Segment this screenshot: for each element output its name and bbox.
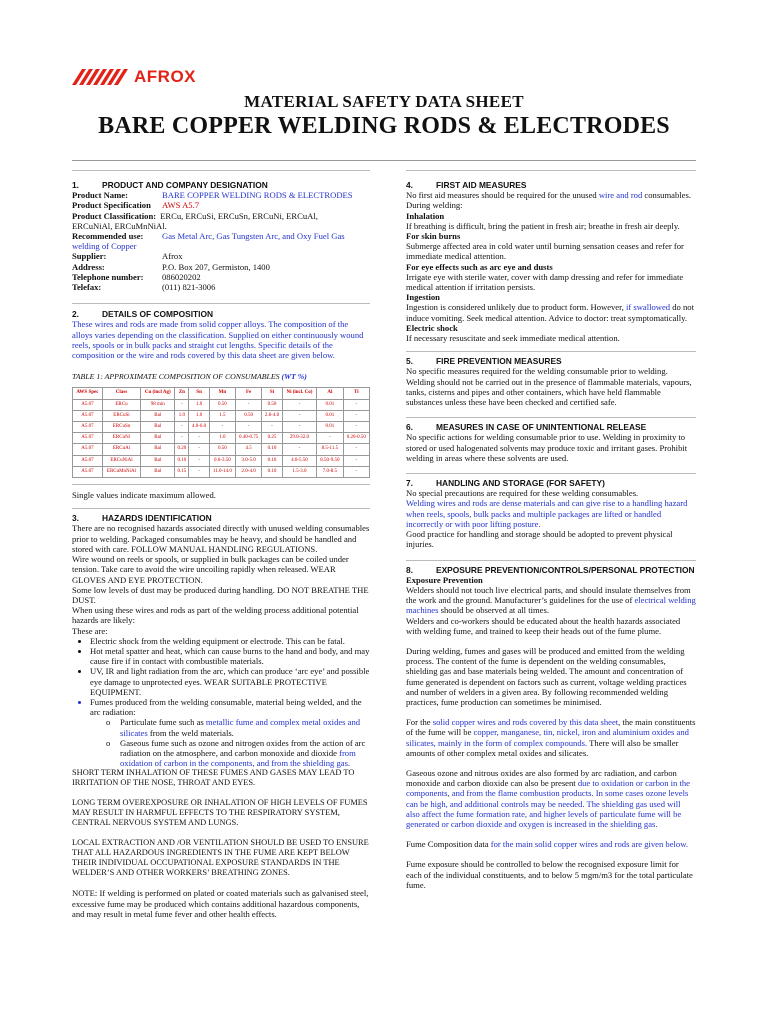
table-cell: 2.8-4.0 [262, 410, 282, 421]
table-cell: 8.50-9.50 [317, 455, 343, 466]
list-item: • Electric shock from the welding equipment or electrode. This can be fatal. [90, 636, 370, 646]
table-row [73, 455, 370, 466]
table-header-cell: AWS Spec [73, 388, 103, 399]
hazard-list [72, 636, 370, 769]
table-cell: - [343, 444, 369, 455]
table-cell: 0.10 [262, 466, 282, 477]
product-title: BARE COPPER WELDING RODS & ELECTRODES [98, 113, 670, 139]
table-cell: 0.50 [209, 399, 235, 410]
table-header-cell: Zn [175, 388, 189, 399]
table-cell: - [343, 455, 369, 466]
table-cell: 4.5 [235, 444, 261, 455]
table-cell: 0.20-0.50 [343, 433, 369, 444]
table-cell: - [175, 422, 189, 433]
table-cell: ERCuAl [102, 444, 140, 455]
table-header-cell: Sn [189, 388, 209, 399]
table-header-cell: Cu (incl Ag) [141, 388, 175, 399]
table-cell: Bal [141, 455, 175, 466]
table-header-cell: Fe [235, 388, 261, 399]
section-8-heading: 8. EXPOSURE PREVENTION/CONTROLS/PERSONAL PROTECTION [406, 564, 695, 575]
table-cell: 0.01 [317, 422, 343, 433]
table-cell: 29.0-32.0 [282, 433, 316, 444]
section-7-heading: 7. HANDLING AND STORAGE (FOR SAFETY) [406, 478, 605, 489]
table-cell: Bal [141, 444, 175, 455]
table-cell: - [189, 433, 209, 444]
recommended-use: Gas Metal Arc, Gas Tungsten Arc, and Oxy Fuel Gas [162, 231, 345, 242]
table-cell: A5.07 [73, 466, 103, 477]
table-cell: - [175, 399, 189, 410]
table-cell: - [317, 433, 343, 444]
table-row [73, 422, 370, 433]
telephone: 086020202 [162, 271, 201, 282]
telefax: (011) 821-3006 [162, 282, 216, 293]
table-cell: 1.0 [175, 410, 189, 421]
list-item: • Fumes produced from the welding consumable, material being welded, and the arc radiation: o Particulate fume such as metallic fume and complex metal oxides and silicates from the weld materials. o Gaseous fume such as ozone and nitrogen oxides from the action of arc radiation on the atmosphere, and carbon monoxide and dioxide from oxidation of carbon in the components, and from the shielding gas. [90, 697, 370, 768]
table-cell: Bal [141, 410, 175, 421]
table-row [73, 444, 370, 455]
header-divider [72, 160, 696, 161]
table-cell: A5.07 [73, 410, 103, 421]
table-cell: A5.07 [73, 422, 103, 433]
table-cell: Bal [141, 433, 175, 444]
table-row [73, 433, 370, 444]
table-cell: - [175, 433, 189, 444]
table-cell: 0.10 [262, 455, 282, 466]
table-cell: - [262, 422, 282, 433]
table-cell: ERCuSn [102, 422, 140, 433]
address: P.O. Box 207, Germiston, 1400 [162, 261, 270, 272]
table-cell: A5.07 [73, 399, 103, 410]
table-cell: 2.0-4.0 [235, 466, 261, 477]
table-cell: - [282, 444, 316, 455]
list-item: o Particulate fume such as metallic fume and complex metal oxides and silicates from the weld materials. [106, 717, 370, 737]
table-cell: 1.5-3.0 [282, 466, 316, 477]
table-cell: 0.25 [262, 433, 282, 444]
product-name: BARE COPPER WELDING RODS & ELECTRODES [162, 190, 353, 201]
product-spec: AWS A5.7 [162, 200, 200, 211]
table-cell: 1.0 [189, 399, 209, 410]
section-3-heading: 3. HAZARDS IDENTIFICATION [72, 513, 212, 524]
section-2-heading: 2. DETAILS OF COMPOSITION [72, 309, 214, 320]
table-cell: - [189, 466, 209, 477]
table-cell: 0.50 [209, 444, 235, 455]
table-cell: 3.0-5.0 [235, 455, 261, 466]
table-note: Single values indicate maximum allowed. [72, 490, 216, 501]
table-cell: - [235, 399, 261, 410]
table-cell: 0.10 [175, 455, 189, 466]
table-cell: 1.0 [189, 410, 209, 421]
supplier: Afrox [162, 251, 183, 262]
afrox-stripes-icon [72, 69, 130, 85]
table-caption: TABLE 1: APPROXIMATE COMPOSITION OF CONSUMABLES (WT %) [72, 372, 307, 382]
table-cell: Bal [141, 422, 175, 433]
table-cell: ERCuNiAl [102, 455, 140, 466]
afrox-logo [72, 66, 212, 88]
table-cell: - [343, 422, 369, 433]
table-cell: A5.07 [73, 444, 103, 455]
table-header-cell: Al [317, 388, 343, 399]
section-5-heading: 5. FIRE PREVENTION MEASURES [406, 356, 562, 367]
table-cell: - [282, 422, 316, 433]
table-cell: - [343, 399, 369, 410]
table-cell: 0.15 [175, 466, 189, 477]
table-cell: Bal [141, 466, 175, 477]
table-cell: - [282, 410, 316, 421]
table-cell: 7.0-8.5 [317, 466, 343, 477]
table-cell: 0.01 [317, 410, 343, 421]
table-cell: 1.5 [209, 410, 235, 421]
table-cell: 0.6-3.50 [209, 455, 235, 466]
table-cell: - [189, 444, 209, 455]
table-cell: - [209, 422, 235, 433]
left-column: 1. PRODUCT AND COMPANY DESIGNATION Product Name: BARE COPPER WELDING RODS & ELECTRODES Product Specification AWS A5.7 Product Classification: ERCu, ERCuSi, ERCuSn, ERCuNi, ERCuAl, ERCuNiAl, ERCuMnNiAl. Recommended use: Gas Metal Arc, Gas Tungsten Arc, and Oxy Fuel Gas welding of Copper Supplier: Afrox Address: P.O. Box 207, Germiston, 1400 Telephone number: 086020202 Telefax: (011) 821-3006 2. DETAILS OF COMPOSITION These wires and rods are made from solid copper alloys. The composition of the alloys varies depending on the classification. Supplied on either continuously wound reels, spools or in bulk packs and straight cut lengths. Specific details of the composition or the wire and rods covered by this data sheet are given below. TABLE 1: APPROXIMATE COMPOSITION OF CONSUMABLES (WT %) AWS Spec Class Cu (incl Ag) Zn Sn Mn Fe Si Ni (incl. Co) Al Ti A5.07 ERCu 98 min - 1.0 0.50 - 0.50 - 0.01 - A5.07 ERCuSi Bal 1.0 1.0 1.5 0.50 2.8-4.0 - 0.01 - A5.07 ERCuSn Bal - 4.0-6.0 - - - - 0.01 - A5.07 ERCuNi Bal - - 1.0 0.40-0.75 0.25 29.0-32.0 - 0.20-0.50 A5.07 ERCuAl Bal 0.20 - 0.50 4.5 0.10 - 8.5-11.5 - A5.07 ERCuNiAl Bal 0.10 - 0.6-3.50 3.0-5.0 0.10 4.0-5.50 8.50-9.50 - A5.07 ERCuMnNiAl Bal 0.15 - 11.0-14.0 2.0-4.0 0.10 1.5-3.0 7.0-8.5 - Single values indicate maximum allowed. 3. HAZARDS IDENTIFICATION There are no recognised hazards associated directly with unused welding consumables prior to welding. Packaged consumables may be heavy, and should be handled and stored with care. FOLLOW MANUAL HANDLING REGULATIONS. Wire wound on reels or spools, or supplied in bulk packages can be coiled under tension. Take care to avoid the wire uncoiling rapidly when released. WEAR GLOVES AND EYE PROTECTION. Some low levels of dust may be produced during handling. DO NOT BREATHE THE DUST. When using these wires and rods as part of the welding process additional potential hazards are likely: These are: • Electric shock from the welding equipment or electrode. This can be fatal. • Hot metal spatter and heat, which can cause burns to the hand and body, and may cause fire if in contact with combustible materials. • UV, IR and light radiation from the arc, which can produce ‘arc eye’ and possible eye damage to unprotected eyes. WEAR SUITABLE PROTECTIVE EQUIPMENT. • Fumes produced from the welding consumable, material being welded, and the arc radiation: o Particulate fume such as metallic fume and complex metal oxides and silicates from the weld materials. o Gaseous fume such as ozone and nitrogen oxides from the action of arc radiation on the atmosphere, and carbon monoxide and dioxide from oxidation of carbon in the components, and from the shielding gas. SHORT TERM INHALATION OF THESE FUMES AND GASES MAY LEAD TO IRRITATION OF THE NOSE, THROAT AND EYES. LONG TERM OVEREXPOSURE OR INHALATION OF HIGH LEVELS OF FUMES MAY RESULT IN HARMFUL EFFECTS TO THE RESPIRATORY SYSTEM, CENTRAL NERVOUS SYSTEM AND LUNGS. LOCAL EXTRACTION AND /OR VENTILATION SHOULD BE USED TO ENSURE THAT ALL HAZARDOUS INGREDIENTS IN THE FUME ARE KEPT BELOW THEIR INDIVIDUAL OCCUPATIONAL EXPOSURE STANDARDS IN THE WELDER’S AND OTHER WORKERS’ BREATHING ZONES. NOTE: If welding is performed on plated or coated materials such as galvanised steel, excessive fume may be produced which contains additional hazardous components, and may result in metal fume fever and other health effects. [72, 170, 370, 919]
table-cell: 4.0-5.50 [282, 455, 316, 466]
document-type: MATERIAL SAFETY DATA SHEET [244, 92, 524, 111]
table-cell: 0.01 [317, 399, 343, 410]
table-cell: 1.0 [209, 433, 235, 444]
table-cell: 0.10 [262, 444, 282, 455]
list-item: o Gaseous fume such as ozone and nitrogen oxides from the action of arc radiation on the atmosphere, and carbon monoxide and dioxide from oxidation of carbon in the components, and from the shielding gas. [106, 738, 370, 769]
table-row [73, 399, 370, 410]
table-row [73, 466, 370, 477]
table-cell: - [343, 410, 369, 421]
section-6-heading: 6. MEASURES IN CASE OF UNINTENTIONAL RELEASE [406, 422, 647, 433]
right-column: 4. FIRST AID MEASURES No first aid measures should be required for the unused wire and rod consumables. During welding: Inhalation If breathing is difficult, bring the patient in fresh air; breathe in fresh air deeply. For skin burns Submerge affected area in cold water until burning sensation ceases and refer for immediate medical attention. For eye effects such as arc eye and dusts Irrigate eye with sterile water, cover with damp dressing and refer for immediate medical attention if irritation persists. Ingestion Ingestion is considered unlikely due to product form. However, if swallowed do not induce vomiting. Seek medical attention. Advice to doctor: treat symptomatically. Electric shock If necessary resuscitate and seek immediate medical attention. 5. FIRE PREVENTION MEASURES No specific measures required for the welding consumable prior to welding. Welding should not be carried out in the presence of flammable materials, vapours, tanks, cisterns and pipes and other containers, which have held flammable substances unless these have been checked and certified safe. 6. MEASURES IN CASE OF UNINTENTIONAL RELEASE No specific actions for welding consumable prior to use. Welding in proximity to stored or used halogenated solvents may produce toxic and irritant gases. Prohibit welding in areas where these solvents are used. 7. HANDLING AND STORAGE (FOR SAFETY) No special precautions are required for these welding consumables. Welding wires and rods are dense materials and can give rise to a handling hazard when reels, spools, bulk packs and multiple packages are lifted or handled incorrectly or with poor lifting posture. Good practice for handling and storage should be adopted to prevent physical injuries. 8. EXPOSURE PREVENTION/CONTROLS/PERSONAL PROTECTION Exposure Prevention Welders should not touch live electrical parts, and should insulate themselves from the work and the ground. Manufacturer’s guidelines for the use of electrical welding machines should be observed at all times. Welders and co-workers should be educated about the health hazards associated with welding fume, and trained to keep their heads out of the fume plume. During welding, fumes and gases will be produced and emitted from the welding process. The content of the fume is dependent on the welding consumables, shielding gas and base materials being welded. The amount and concentration of fume generated is dependent on factors such as current, voltage welding practices and number of welders in a given area. By following recommended welding practices, fume production can sometimes be minimised. For the solid copper wires and rods covered by this data sheet, the main constituents of the fume will be copper, manganese, tin, nickel, iron and aluminium oxides and silicates, mainly in the form of complex compounds. There will also be smaller amounts of other complex metal oxides and silicates. Gaseous ozone and nitrous oxides are also formed by arc radiation, and carbon monoxide and carbon dioxide can also be present due to oxidation or carbon in the components, and from the flame combustion products. In some cases ozone levels can be high, and additional controls may be needed. The shielding gas used will also affect the fume formation rate, and higher levels of particulate fume will be generated or carbon dioxide and oxygen is increased in the shielding gas. Fume Composition data for the main solid copper wires and rods are given below. Fume exposure should be controlled to below the recognised exposure limit for each of the individual constituents, and to below 5 mgm/m3 for the total particulate fume. [406, 170, 696, 890]
table-cell: 4.0-6.0 [189, 422, 209, 433]
table-header-cell: Class [102, 388, 140, 399]
table-cell: - [235, 422, 261, 433]
table-header-cell: Ni (incl. Co) [282, 388, 316, 399]
table-cell: 0.50 [235, 410, 261, 421]
table-cell: 0.50 [262, 399, 282, 410]
table-cell: 0.20 [175, 444, 189, 455]
table-cell: ERCuNi [102, 433, 140, 444]
table-row [73, 410, 370, 421]
table-cell: 0.40-0.75 [235, 433, 261, 444]
classification: ERCu, ERCuSi, ERCuSn, ERCuNi, ERCuAl, [160, 210, 318, 221]
composition-text: These wires and rods are made from solid copper alloys. The composition of the alloys varies depending on the classification. Supplied on either continuously wound reels, spools or in bulk packs and straight cut lengths. Specific details of the composition or the wire and rods covered by this data sheet are given below. [72, 319, 364, 361]
table-header-cell: Ti [343, 388, 369, 399]
table-cell: 98 min [141, 399, 175, 410]
section-4-heading: 4. FIRST AID MEASURES [406, 180, 527, 190]
table-cell: - [189, 455, 209, 466]
brand-name: AFROX [134, 67, 196, 86]
list-item: • Hot metal spatter and heat, which can cause burns to the hand and body, and may cause fire if in contact with combustible materials. [90, 646, 370, 666]
table-cell: 11.0-14.0 [209, 466, 235, 477]
table-cell: ERCuMnNiAl [102, 466, 140, 477]
table-cell: - [343, 466, 369, 477]
table-cell: A5.07 [73, 455, 103, 466]
table-cell: A5.07 [73, 433, 103, 444]
composition-table [72, 387, 370, 478]
list-item: • UV, IR and light radiation from the arc, which can produce ‘arc eye’ and possible eye damage to unprotected eyes. WEAR SUITABLE PROTECTIVE EQUIPMENT. [90, 666, 370, 697]
table-cell: - [282, 399, 316, 410]
table-header-cell: Mn [209, 388, 235, 399]
table-header-cell: Si [262, 388, 282, 399]
table-cell: ERCu [102, 399, 140, 410]
table-cell: 8.5-11.5 [317, 444, 343, 455]
section-1-heading: 1. PRODUCT AND COMPANY DESIGNATION [72, 180, 268, 190]
table-cell: ERCuSi [102, 410, 140, 421]
